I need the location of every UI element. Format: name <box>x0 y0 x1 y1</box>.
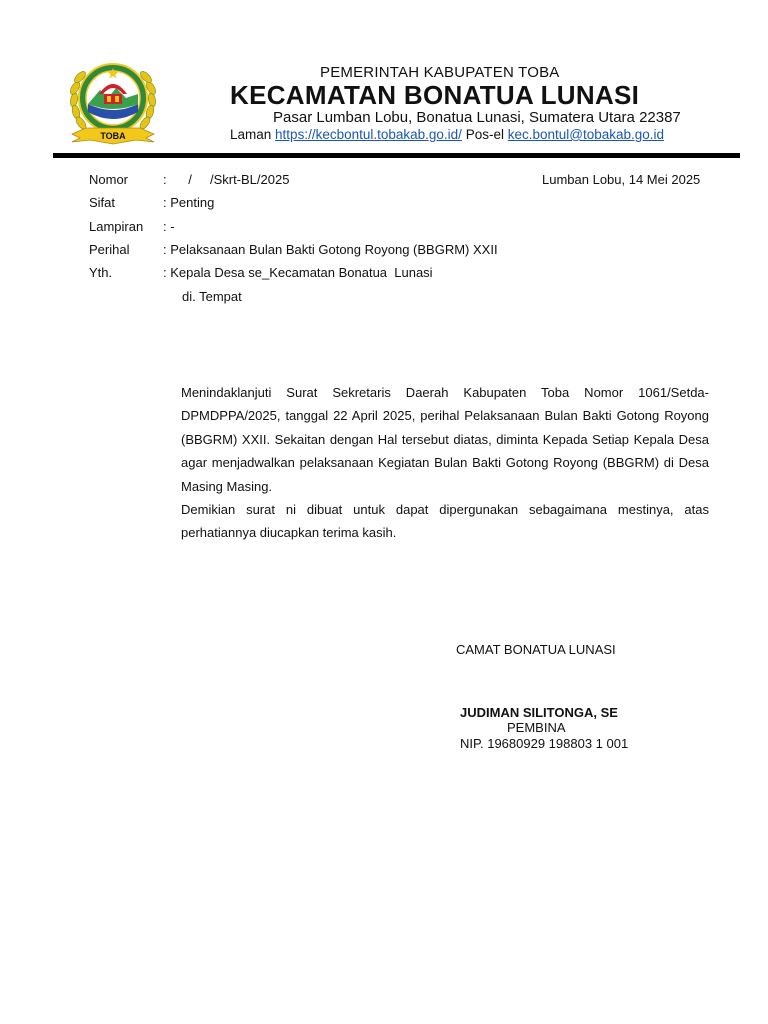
sifat-label: Sifat <box>89 195 116 210</box>
office-name: KECAMATAN BONATUA LUNASI <box>230 80 640 110</box>
email-link[interactable]: kec.bontul@tobakab.go.id <box>507 127 665 142</box>
letterhead-divider <box>53 153 740 158</box>
letter-body <box>181 381 709 545</box>
yth-label: Yth. <box>89 265 113 280</box>
body-paragraph-1: Menindaklanjuti Surat Sekretaris Daerah Kabupaten Toba Nomor 1061/Setda-DPMDPPA/2025, tanggal 22 April 2025, perihal Pelaksanaan Bulan Bakti Gotong Royong (BBGRM) XXII. Sekaitan dengan Hal tersebut diatas, diminta Kepada Setiap Kepala Desa agar menjadwalkan pelaksanaan Kegiatan Bulan Bakti Gotong Royong (BBGRM) di Desa Masing Masing. <box>181 385 709 494</box>
government-name: PEMERINTAH KABUPATEN TOBA <box>320 64 560 81</box>
perihal-value: : Pelaksanaan Bulan Bakti Gotong Royong (BBGRM) XXII <box>163 242 498 257</box>
contact-line <box>230 127 664 142</box>
tempat-line: di. Tempat <box>182 289 242 304</box>
sifat-value: : Penting <box>163 195 215 210</box>
nomor-label: Nomor <box>89 172 129 187</box>
signatory-rank: PEMBINA <box>507 720 566 735</box>
website-label: Laman <box>230 127 272 142</box>
place-date: Lumban Lobu, 14 Mei 2025 <box>542 172 701 187</box>
body-paragraph-2: Demikian surat ni dibuat untuk dapat dipergunakan sebagaimana mestinya, atas perhatiannya diucapkan terima kasih. <box>181 502 709 541</box>
signatory-nip: NIP. 19680929 198803 1 001 <box>460 736 629 751</box>
yth-value: : Kepala Desa se_Kecamatan Bonatua Lunasi <box>163 265 433 280</box>
office-address: Pasar Lumban Lobu, Bonatua Lunasi, Sumatera Utara 22387 <box>273 109 681 126</box>
regency-logo <box>66 54 160 150</box>
website-link[interactable]: https://kecbontul.tobakab.go.id/ <box>275 127 462 142</box>
lampiran-value: : - <box>163 219 175 234</box>
perihal-label: Perihal <box>89 242 130 257</box>
logo-ribbon-label: TOBA <box>100 131 126 141</box>
signatory-name: JUDIMAN SILITONGA, SE <box>460 705 618 720</box>
lampiran-label: Lampiran <box>89 219 144 234</box>
nomor-value: : / /Skrt-BL/2025 <box>163 172 290 187</box>
email-label: Pos-el <box>465 127 504 142</box>
signature-title: CAMAT BONATUA LUNASI <box>456 642 616 657</box>
